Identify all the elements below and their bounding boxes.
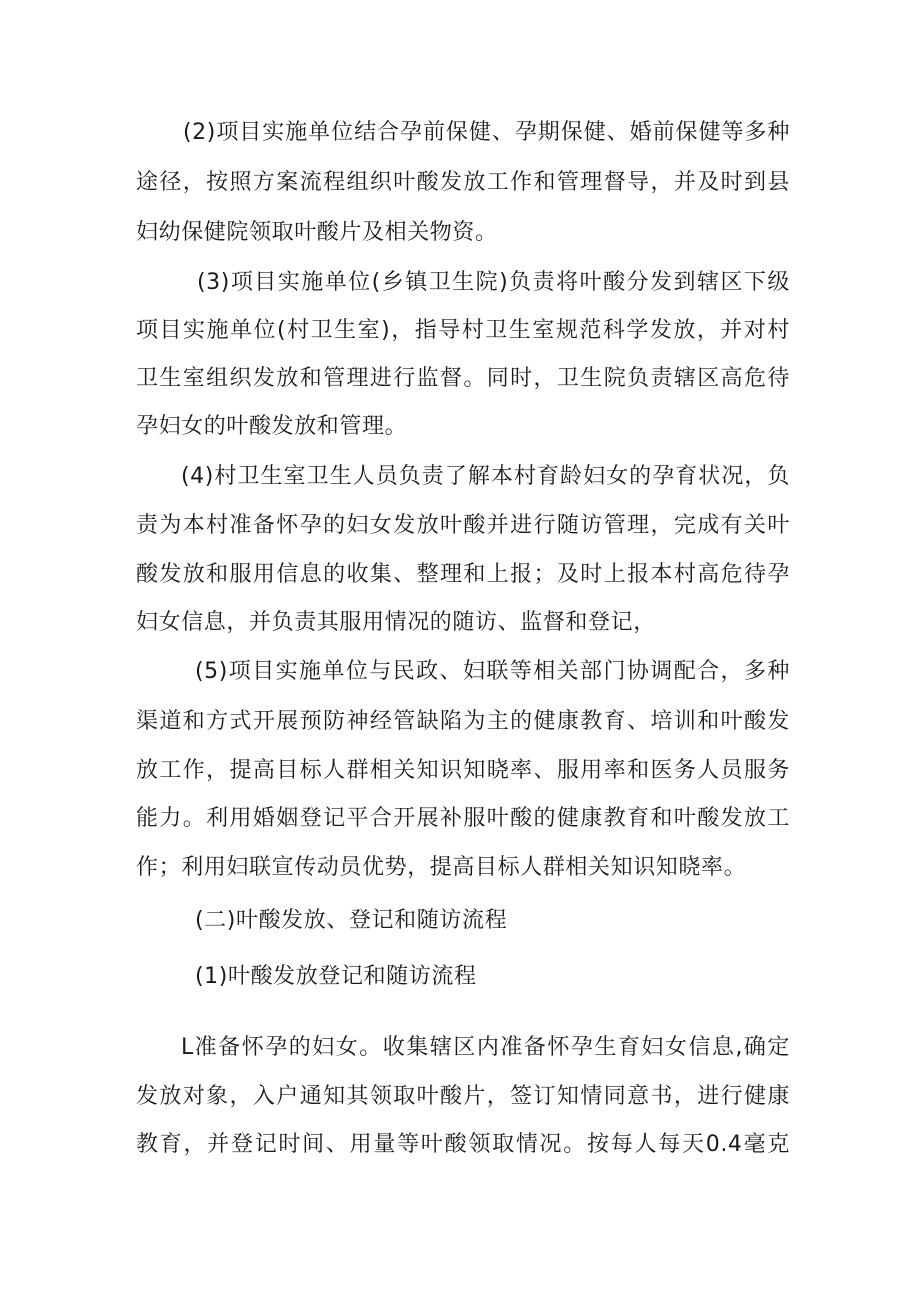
section-heading: (二)叶酸发放、登记和随访流程 xyxy=(195,908,508,933)
paragraph-4-line-3: 酸发放和服用信息的收集、整理和上报；及时上报本村高危待孕 xyxy=(136,562,790,587)
paragraph-5-line-2: 渠道和方式开展预防神经管缺陷为主的健康教育、培训和叶酸发 xyxy=(136,709,790,734)
sub-heading: (1)叶酸发放登记和随访流程 xyxy=(195,964,477,989)
paragraph-2-line-2: 途径，按照方案流程组织叶酸发放工作和管理督导，并及时到县 xyxy=(136,170,790,195)
paragraph-5-line-1: (5)项目实施单位与民政、妇联等相关部门协调配合，多种 xyxy=(195,659,790,684)
paragraph-5-line-3: 放工作，提高目标人群相关知识知晓率、服用率和医务人员服务 xyxy=(136,758,790,783)
paragraph-3-line-1: (3)项目实施单位(乡镇卫生院)负责将叶酸分发到辖区下级 xyxy=(197,270,790,295)
paragraph-4-line-4: 妇女信息，并负责其服用情况的随访、监督和登记， xyxy=(136,610,656,635)
item-l-line-2: 发放对象，入户通知其领取叶酸片，签订知情同意书，进行健康 xyxy=(136,1084,790,1109)
paragraph-2-line-3: 妇幼保健院领取叶酸片及相关物资。 xyxy=(136,220,498,245)
item-l-line-3: 教育，并登记时间、用量等叶酸领取情况。按每人每天0.4毫克 xyxy=(136,1132,790,1157)
paragraph-3-line-4: 孕妇女的叶酸发放和管理。 xyxy=(136,414,408,439)
paragraph-2-line-1: (2)项目实施单位结合孕前保健、孕期保健、婚前保健等多种 xyxy=(183,120,790,145)
item-l-line-1: L准备怀孕的妇女。收集辖区内准备怀孕生育妇女信息,确定 xyxy=(181,1035,790,1060)
paragraph-4-line-2: 责为本村准备怀孕的妇女发放叶酸并进行随访管理，完成有关叶 xyxy=(136,513,790,538)
paragraph-4-line-1: (4)村卫生室卫生人员负责了解本村育龄妇女的孕育状况，负 xyxy=(181,464,790,489)
paragraph-5-line-4: 能力。利用婚姻登记平合开展补服叶酸的健康教育和叶酸发放工 xyxy=(136,806,790,831)
paragraph-5-line-5: 作；利用妇联宣传动员优势，提高目标人群相关知识知晓率。 xyxy=(136,855,747,880)
paragraph-3-line-3: 卫生室组织发放和管理进行监督。同时，卫生院负责辖区高危待 xyxy=(136,366,790,391)
paragraph-3-line-2: 项目实施单位(村卫生室)，指导村卫生室规范科学发放，并对村 xyxy=(136,318,790,343)
